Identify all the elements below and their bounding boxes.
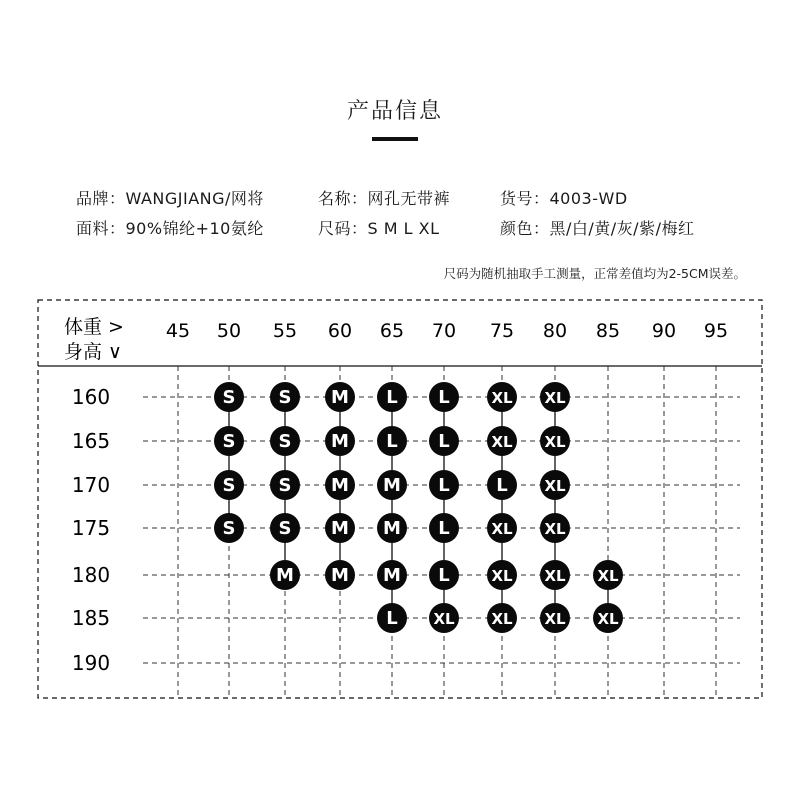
size-marker-s xyxy=(270,470,300,500)
height-label-170: 170 xyxy=(71,473,111,497)
size-marker-label: XL xyxy=(433,610,455,628)
size-marker-m xyxy=(325,426,355,456)
size-marker-label: L xyxy=(438,518,450,539)
height-label-175: 175 xyxy=(71,516,111,540)
size-marker-xl xyxy=(593,603,623,633)
height-label-180: 180 xyxy=(71,563,111,587)
size-marker-label: XL xyxy=(491,610,513,628)
size-marker-label: XL xyxy=(491,567,513,585)
fabric-info: 面料：90%锦纶+10氨纶 xyxy=(76,219,264,238)
colors-info: 颜色：黑/白/黄/灰/紫/梅红 xyxy=(500,219,695,238)
size-marker-m xyxy=(325,470,355,500)
height-label-185: 185 xyxy=(71,606,111,630)
size-marker-m xyxy=(377,470,407,500)
size-marker-label: S xyxy=(222,387,236,408)
brand-info: 品牌：WANGJIANG/网将 xyxy=(76,189,264,208)
weight-label-80: 80 xyxy=(542,320,568,342)
height-label-165: 165 xyxy=(71,429,111,453)
size-marker-s xyxy=(214,426,244,456)
size-marker-label: XL xyxy=(544,477,566,495)
size-marker-xl xyxy=(487,603,517,633)
size-marker-label: XL xyxy=(597,567,619,585)
size-marker-label: XL xyxy=(491,389,513,407)
height-label-160: 160 xyxy=(71,385,111,409)
size-marker-l xyxy=(429,426,459,456)
name-info: 名称：网孔无带裤 xyxy=(318,189,451,208)
size-marker-xl xyxy=(487,513,517,543)
size-marker-label: XL xyxy=(544,610,566,628)
size-marker-label: S xyxy=(222,518,236,539)
size-marker-xl xyxy=(487,382,517,412)
size-marker-label: L xyxy=(496,475,508,496)
size-marker-l xyxy=(429,560,459,590)
size-marker-l xyxy=(377,603,407,633)
weight-header: 体重 > xyxy=(64,316,124,338)
size-marker-label: XL xyxy=(544,567,566,585)
marker-layer xyxy=(214,382,623,633)
size-marker-l xyxy=(429,470,459,500)
size-marker-label: XL xyxy=(544,520,566,538)
weight-label-55: 55 xyxy=(272,320,298,342)
size-marker-s xyxy=(214,382,244,412)
size-marker-label: M xyxy=(331,431,349,452)
size-marker-label: XL xyxy=(544,389,566,407)
size-marker-label: L xyxy=(438,387,450,408)
size-marker-label: L xyxy=(438,565,450,586)
weight-label-95: 95 xyxy=(703,320,729,342)
size-marker-m xyxy=(325,513,355,543)
size-marker-xl xyxy=(429,603,459,633)
size-marker-s xyxy=(270,382,300,412)
measurement-note: 尺码为随机抽取手工测量，正常差值均为2-5CM误差。 xyxy=(443,266,746,281)
size-marker-l xyxy=(377,426,407,456)
size-marker-xl xyxy=(540,382,570,412)
size-marker-label: M xyxy=(331,565,349,586)
size-marker-label: L xyxy=(386,387,398,408)
size-marker-xl xyxy=(487,426,517,456)
size-marker-label: M xyxy=(383,475,401,496)
size-marker-s xyxy=(214,470,244,500)
weight-label-70: 70 xyxy=(431,320,457,342)
size-marker-label: S xyxy=(278,387,292,408)
size-marker-l xyxy=(487,470,517,500)
height-label-190: 190 xyxy=(71,651,111,675)
page-title: 产品信息 xyxy=(346,99,443,124)
item-number-info: 货号：4003-WD xyxy=(500,189,628,208)
size-marker-label: S xyxy=(278,475,292,496)
size-marker-label: M xyxy=(331,475,349,496)
size-marker-s xyxy=(270,513,300,543)
size-marker-label: XL xyxy=(491,433,513,451)
size-marker-label: M xyxy=(383,518,401,539)
size-marker-label: XL xyxy=(491,520,513,538)
size-marker-label: L xyxy=(438,431,450,452)
weight-label-85: 85 xyxy=(595,320,621,342)
size-marker-xl xyxy=(540,470,570,500)
size-marker-m xyxy=(377,560,407,590)
size-marker-label: M xyxy=(331,387,349,408)
size-marker-xl xyxy=(540,513,570,543)
size-marker-m xyxy=(325,382,355,412)
size-marker-l xyxy=(429,513,459,543)
size-marker-label: S xyxy=(278,518,292,539)
size-marker-s xyxy=(214,513,244,543)
size-marker-xl xyxy=(593,560,623,590)
size-marker-l xyxy=(429,382,459,412)
size-marker-xl xyxy=(487,560,517,590)
size-marker-label: S xyxy=(278,431,292,452)
size-marker-label: L xyxy=(386,608,398,629)
size-marker-xl xyxy=(540,426,570,456)
size-marker-m xyxy=(325,560,355,590)
size-marker-label: XL xyxy=(597,610,619,628)
size-marker-label: M xyxy=(383,565,401,586)
size-marker-label: L xyxy=(438,475,450,496)
size-marker-xl xyxy=(540,603,570,633)
size-marker-l xyxy=(377,382,407,412)
size-marker-label: M xyxy=(331,518,349,539)
size-marker-m xyxy=(377,513,407,543)
weight-label-75: 75 xyxy=(489,320,515,342)
size-marker-label: L xyxy=(386,431,398,452)
weight-label-50: 50 xyxy=(216,320,242,342)
size-marker-label: S xyxy=(222,431,236,452)
weight-label-65: 65 xyxy=(379,320,405,342)
weight-label-45: 45 xyxy=(165,320,191,342)
size-marker-label: S xyxy=(222,475,236,496)
weight-label-60: 60 xyxy=(327,320,353,342)
chart-frame xyxy=(38,300,762,698)
height-header: 身高 ∨ xyxy=(64,341,122,363)
sizes-info: 尺码：S M L XL xyxy=(318,219,440,238)
size-marker-s xyxy=(270,426,300,456)
weight-label-90: 90 xyxy=(651,320,677,342)
size-marker-label: M xyxy=(276,565,294,586)
size-marker-xl xyxy=(540,560,570,590)
size-marker-m xyxy=(270,560,300,590)
size-marker-label: XL xyxy=(544,433,566,451)
